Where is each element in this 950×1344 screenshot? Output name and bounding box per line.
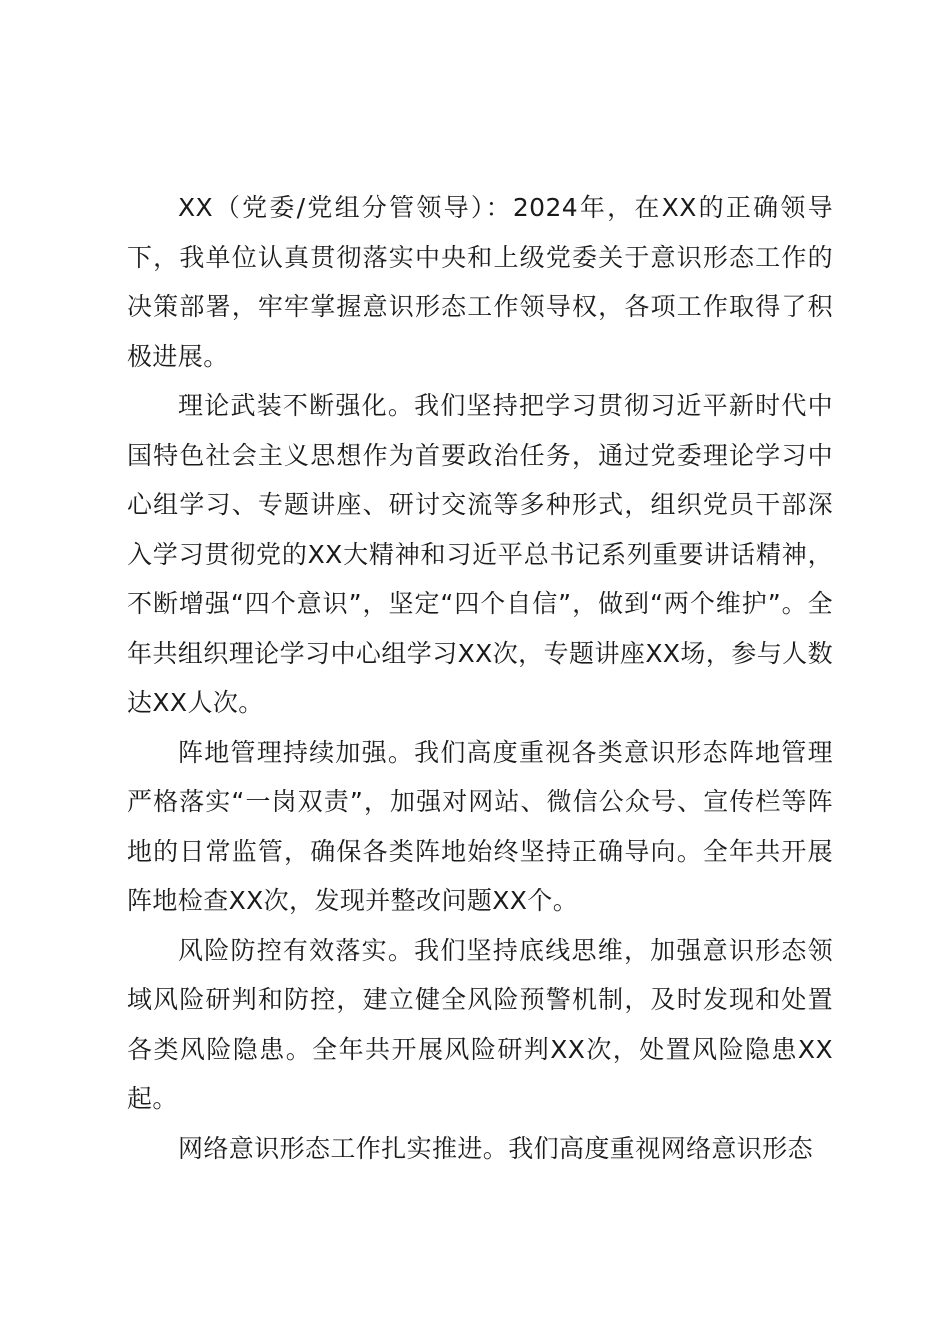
paragraph-opening: XX（党委/党组分管领导）：2024年，在XX的正确领导下，我单位认真贯彻落实中央和上级党委关于意识形态工作的决策部署，牢牢掌握意识形态工作领导权，各项工作取得了积极进展。 xyxy=(127,193,833,371)
paragraph-risk-prevention: 风险防控有效落实。我们坚持底线思维，加强意识形态领域风险研判和防控，建立健全风险预警机制，及时发现和处置各类风险隐患。全年共开展风险研判XX次，处置风险隐患XX起。 xyxy=(127,935,833,1113)
paragraph-online-ideology: 网络意识形态工作扎实推进。我们高度重视网络意识形态 xyxy=(178,1133,814,1163)
paragraph-theory-study: 理论武装不断强化。我们坚持把学习贯彻习近平新时代中国特色社会主义思想作为首要政治任务，通过党委理论学习中心组学习、专题讲座、研讨交流等多种形式，组织党员干部深入学习贯彻党的XX大精神和习近平总书记系列重要讲话精神，不断增强“四个意识”，坚定“四个自信”，做到“两个维护”。全年共组织理论学习中心组学习XX次，专题讲座XX场，参与人数达XX人次。 xyxy=(127,391,833,717)
document-body xyxy=(127,183,833,1173)
paragraph-position-management: 阵地管理持续加强。我们高度重视各类意识形态阵地管理严格落实“一岗双责”，加强对网站、微信公众号、宣传栏等阵地的日常监管，确保各类阵地始终坚持正确导向。全年共开展阵地检查XX次，发现并整改问题XX个。 xyxy=(127,737,833,915)
